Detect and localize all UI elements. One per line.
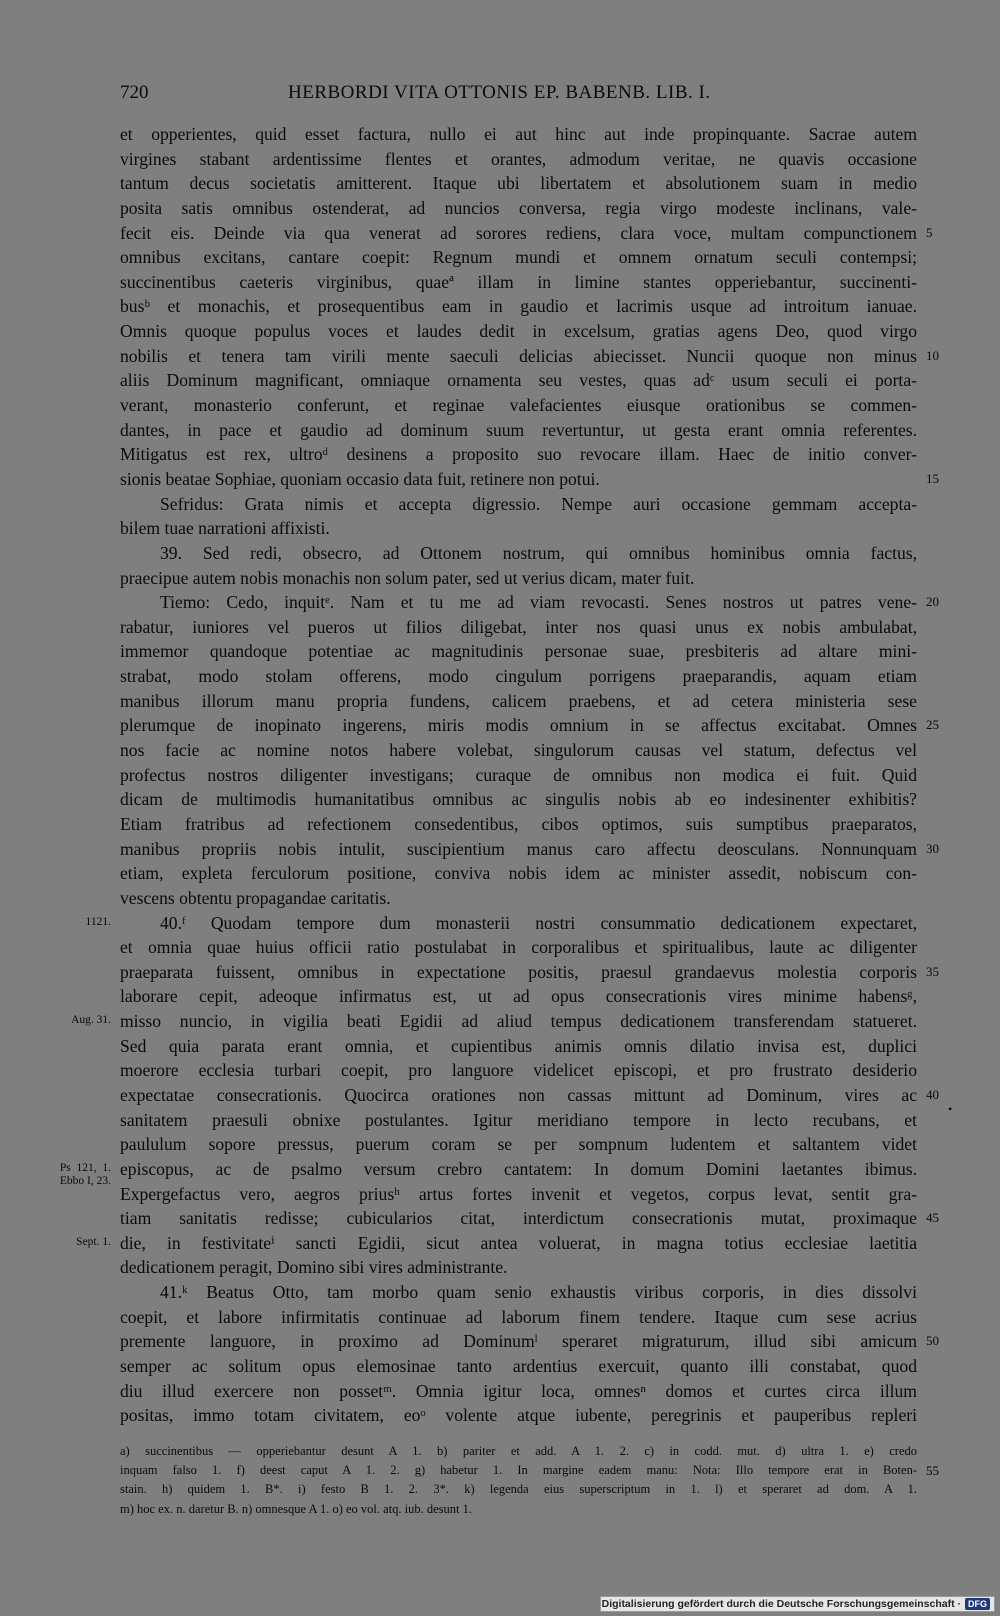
text-line-content: Sed quia parata erant omnia, et cupientibus animis omnis dilatio invisa est, duplici — [120, 1035, 917, 1056]
text-line-content: aliis Dominum magnificant, omniaque ornamenta seu vestes, quas adᶜ usum seculi ei porta- — [120, 370, 917, 391]
text-line-content: expectatae consecrationis. Quocirca orationes non cassas mittunt ad Dominum, vires ac — [120, 1084, 917, 1105]
line-number: 20 — [926, 594, 939, 610]
text-line — [120, 1255, 917, 1280]
text-line — [120, 1108, 917, 1133]
text-line — [120, 196, 917, 221]
text-line-content: episcopus, ac de psalmo versum crebro cantatem: In domum Domini laetantes ibimus. — [120, 1158, 917, 1179]
text-line-content: succinentibus caeteris virginibus, quaeª illam in limine stantes opperiebantur, succinenti- — [120, 271, 917, 292]
text-line-content: praecipue autem nobis monachis non solum pater, sed ut verius dicam, mater fuit. — [120, 567, 695, 588]
text-line-content: Expergefactus vero, aegros priusʰ artus fortes invenit et vegetos, corpus levat, sentit gra- — [120, 1183, 917, 1204]
line-number: 25 — [926, 717, 939, 733]
main-text — [59, 122, 939, 1428]
text-line — [120, 245, 917, 270]
text-line-content: sionis beatae Sophiae, quoniam occasio data fuit, retinere non potui. — [120, 468, 600, 489]
line-number: 5 — [926, 224, 933, 240]
text-line-content: Tiemo: Cedo, inquitᵉ. Nam et tu me ad viam revocasti. Senes nostros ut patres vene- — [160, 592, 917, 613]
text-line — [120, 442, 917, 467]
line-number: 40 — [926, 1086, 939, 1102]
margin-dot: • — [948, 1102, 953, 1116]
text-line-content: nobilis et tenera tam virili mente saeculi delicias abiecisset. Nuncii quoque non minus — [120, 345, 917, 366]
text-line-content: Omnis quoque populus voces et laudes dedit in excelsum, gratias agens Deo, quod virgo — [120, 321, 917, 342]
footnote-line — [120, 1480, 917, 1499]
text-line — [120, 738, 917, 763]
text-line-content: paululum sopore pressus, puerum coram se per sompnum ludentem et saltantem videt — [120, 1134, 917, 1155]
credit-text: Digitalisierung gefördert durch die Deutsche Forschungsgemeinschaft · — [601, 1598, 961, 1610]
text-line — [120, 713, 939, 738]
text-line-content: et opperientes, quid esset factura, nullo ei aut hinc aut inde propinquante. Sacrae autem — [120, 124, 917, 144]
text-line — [120, 837, 939, 862]
text-line — [120, 1379, 917, 1404]
text-line — [120, 541, 917, 566]
text-line — [120, 935, 917, 960]
text-line — [120, 812, 917, 837]
text-line-content: laborare cepit, adeoque infirmatus est, ut ad opus consecrationis vires minime habensᵍ, — [120, 986, 917, 1007]
line-number: 55 — [926, 1463, 939, 1479]
text-line — [120, 516, 917, 541]
text-line — [76, 1231, 917, 1256]
text-line-content: manibus illorum manu propria fundens, calicem praebens, et ad cetera ministeria sese — [120, 690, 917, 711]
text-line-content: misso nuncio, in vigilia beati Egidii ad aliud tempus dedicationem transferendam statueret. — [120, 1011, 917, 1032]
text-line — [120, 960, 939, 985]
text-line-content: strabat, modo stolam offerens, modo cingulum porrigens praeparandis, aquam etiam — [120, 666, 917, 687]
text-line-content: sanitatem praesuli obnixe postulantes. Igitur meridiano tempore in lecto recubans, et — [120, 1109, 917, 1130]
text-line — [120, 221, 933, 246]
text-line-content: dicam de multimodis humanitatibus omnibus ac singulis nobis ab eo indesinenter exhibitis? — [120, 789, 917, 810]
text-line — [120, 984, 917, 1009]
text-line-content: immemor quandoque potentiae ac magnitudinis personae suae, presbiteris ad altare mini- — [120, 641, 917, 662]
running-title: HERBORDI VITA OTTONIS EP. BABENB. LIB. I. — [288, 82, 711, 103]
footnote-content: inquam falso 1. f) deest caput A 1. 2. g) habetur 1. In margine eadem manu: Nota: Illo tempore erat in Boten- — [120, 1463, 917, 1478]
text-line-content: etiam, expleta ferculorum positione, conviva nobis idem ac minister assedit, nobiscum con- — [120, 863, 917, 884]
text-line — [120, 1280, 917, 1305]
text-line — [120, 344, 939, 369]
footnote-content: stain. h) quidem 1. B*. i) festo B 1. 2. 3*. k) legenda eius superscriptum in 1. l) et speraret ad dom. A 1. — [120, 1482, 917, 1497]
text-line — [85, 911, 917, 936]
text-line-content: manibus propriis nobis intulit, suscipientium manus caro affectu deosculans. Nonnunquam — [120, 838, 917, 859]
text-line — [120, 763, 917, 788]
text-line — [120, 467, 939, 492]
text-line — [120, 1058, 917, 1083]
line-number: 30 — [926, 840, 939, 856]
text-line-content: Mitigatus est rex, ultroᵈ desinens a proposito suo revocare illam. Haec de initio conver- — [120, 444, 917, 465]
text-line — [120, 1305, 917, 1330]
text-line — [120, 886, 917, 911]
text-line-content: diu illud exercere non possetᵐ. Omnia igitur loca, omnesⁿ domos et curtes circa illum — [120, 1380, 917, 1401]
text-line — [120, 492, 917, 517]
text-line — [120, 787, 917, 812]
text-line-content: busᵇ et monachis, et prosequentibus eam in gaudio et lacrimis usque ad introitum ianuae. — [120, 296, 917, 317]
text-line — [120, 566, 917, 591]
text-line — [120, 689, 917, 714]
text-line-content: positas, immo totam civitatem, eoᵒ volente atque iubente, peregrinis et pauperibus repleri — [120, 1405, 917, 1426]
line-number: 50 — [926, 1333, 939, 1349]
text-line — [120, 319, 917, 344]
text-line — [120, 368, 917, 393]
footnotes — [120, 1442, 939, 1519]
text-line-content: Sefridus: Grata nimis et accepta digressio. Nempe auri occasione gemmam accepta- — [160, 493, 917, 514]
line-number: 10 — [926, 347, 939, 363]
text-line-content: Etiam fratribus ad refectionem consedentibus, cibos optimos, suis sumptibus praeparatos, — [120, 813, 917, 834]
text-line-content: semper ac solitum opus elemosinae tanto ardentius exercuit, quanto illi constabat, quod — [120, 1356, 917, 1377]
text-line — [71, 1009, 917, 1034]
text-line-content: 40.ᶠ Quodam tempore dum monasterii nostri consummatio dedicationem expectaret, — [160, 912, 917, 933]
text-line-content: tantum decus societatis amitterent. Itaque ubi libertatem et absolutionem suam in medio — [120, 173, 917, 194]
text-line — [120, 418, 917, 443]
footnote-line — [120, 1500, 917, 1519]
text-line-content: plerumque de inopinato ingerens, miris modis omnium in se affectus excitabat. Omnes — [120, 715, 917, 736]
text-line-content: coepit, et labore infirmitatis continuae ad laborum finem tendere. Itaque cum sese acrius — [120, 1306, 917, 1327]
text-line-content: praeparata fuissent, omnibus in expectatione positis, praesul grandaevus molestia corporis — [120, 961, 917, 982]
text-line-content: verant, monasterio conferunt, et reginae valefacientes eiusque orationibus se commen- — [120, 395, 917, 416]
text-line-content: die, in festivitateⁱ sancti Egidii, sicut antea voluerat, in magna totius ecclesiae laetitia — [120, 1232, 917, 1253]
text-line — [120, 590, 939, 615]
line-number: 45 — [926, 1210, 939, 1226]
text-line — [120, 1354, 917, 1379]
text-line — [120, 171, 917, 196]
text-line — [120, 615, 917, 640]
text-line — [120, 639, 917, 664]
text-line-content: 41.ᵏ Beatus Otto, tam morbo quam senio exhaustis viribus corporis, in dies dissolvi — [160, 1282, 917, 1303]
text-line — [120, 1083, 939, 1108]
text-line — [120, 147, 917, 172]
text-line-content: nos facie ac nomine notos habere volebat, singulorum causas vel statum, defectus vel — [120, 740, 917, 761]
text-line-content: profectus nostros diligenter investigans; curaque de omnibus non modica ei fuit. Quid — [120, 764, 917, 785]
line-number: 15 — [926, 470, 939, 486]
footnote-line — [120, 1442, 917, 1461]
text-line — [120, 270, 917, 295]
text-line — [120, 122, 917, 147]
page-header — [120, 82, 917, 112]
text-line-content: moerore ecclesia turbari coepit, pro languore videlicet episcopi, et pro frustrato desiderio — [120, 1060, 917, 1081]
text-line — [120, 1034, 917, 1059]
dfg-logo: DFG — [965, 1598, 990, 1610]
footnote-content: a) succinentibus — opperiebantur desunt A 1. b) pariter et add. A 1. 2. c) in codd. mut. d) ultra 1. e) credo — [120, 1444, 917, 1458]
text-line-content: fecit eis. Deinde via qua venerat ad sorores rediens, clara voce, multam compunctionem — [120, 222, 917, 243]
text-line-content: premente languore, in proximo ad Dominumˡ speraret migraturum, illud sibi amicum — [120, 1331, 917, 1352]
text-line-content: 39. Sed redi, obsecro, ad Ottonem nostrum, qui omnibus hominibus omnia factus, — [160, 542, 917, 563]
footnote-content: m) hoc ex. n. daretur B. n) omnesque A 1. o) eo vol. atq. iub. desunt 1. — [120, 1501, 473, 1516]
text-line-content: bilem tuae narrationi affixisti. — [120, 518, 330, 539]
text-line-content: et omnia quae huius officii ratio postulabat in corporalibus et spiritualibus, laute ac diligenter — [120, 937, 917, 958]
text-line-content: posita satis omnibus ostenderat, ad nuncios conversa, regia virgo modeste inclinans, vale- — [120, 197, 917, 218]
text-line — [120, 1132, 917, 1157]
text-line — [120, 664, 917, 689]
text-line — [120, 393, 917, 418]
text-line — [120, 1206, 939, 1231]
text-line — [120, 861, 917, 886]
text-line-content: dedicationem peragit, Domino sibi vires administrante. — [120, 1257, 508, 1278]
margin-note: Ps 121, 1. Ebbo I, 23. — [59, 1161, 111, 1187]
text-line — [59, 1157, 917, 1187]
text-line-content: omnibus excitans, cantare coepit: Regnum mundi et omnem ornatum seculi contempsi; — [120, 247, 917, 268]
text-line-content: virgines stabant ardentissime flentes et orantes, admodum veritae, ne quavis occasione — [120, 148, 917, 169]
page-number: 720 — [120, 82, 149, 103]
text-line — [120, 1403, 917, 1428]
margin-note: 1121. — [85, 915, 111, 928]
credit-bar — [600, 1596, 995, 1612]
footnote-line — [120, 1461, 939, 1480]
line-number: 35 — [926, 963, 939, 979]
text-line-content: vescens obtentu propagandae caritatis. — [120, 887, 391, 908]
text-line-content: dantes, in pace et gaudio ad dominum suum revertuntur, ut gesta erant omnia referentes. — [120, 419, 917, 440]
margin-note: Aug. 31. — [71, 1014, 111, 1027]
margin-note: Sept. 1. — [76, 1235, 111, 1248]
text-line — [120, 1182, 917, 1207]
text-line — [120, 294, 917, 319]
text-line-content: rabatur, iuniores vel pueros ut filios diligebat, inter nos quasi unus ex nobis ambulabat, — [120, 616, 917, 637]
text-line — [120, 1329, 939, 1354]
text-line-content: tiam sanitatis redisse; cubicularios citat, interdictum consecrationis mutat, proximaque — [120, 1208, 917, 1229]
